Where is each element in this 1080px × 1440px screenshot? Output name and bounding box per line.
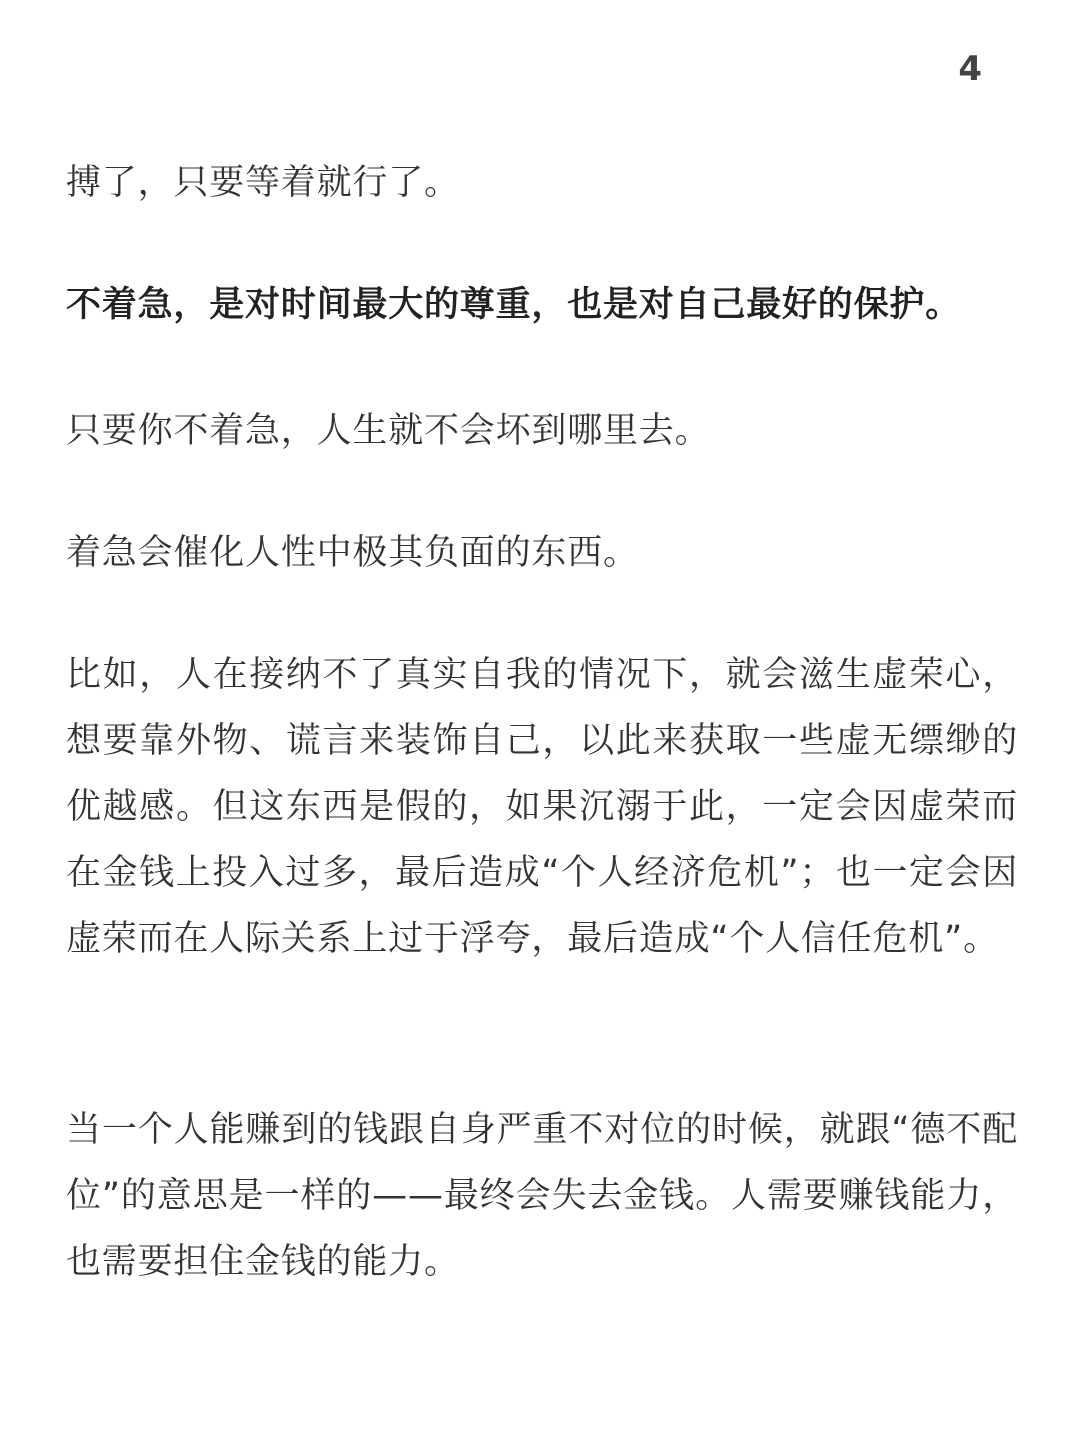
paragraph-4: 着急会催化人性中极其负面的东西。: [66, 533, 639, 573]
paragraph-1: 搏了，只要等着就行了。: [66, 163, 460, 203]
paragraph-bold-key-point: 不着急，是对时间最大的尊重，也是对自己最好的保护。: [66, 285, 962, 325]
page-number: 4: [958, 49, 982, 89]
paragraph-3: 只要你不着急，人生就不会坏到哪里去。: [66, 411, 711, 451]
paragraph-6: 当一个人能赚到的钱跟自身严重不对位的时候，就跟“德不配位”的意思是一样的——最终会失去金钱。人需要赚钱能力，也需要担住金钱的能力。: [66, 1110, 1018, 1282]
paragraph-5: 比如，人在接纳不了真实自我的情况下，就会滋生虚荣心，想要靠外物、谎言来装饰自己，以此来获取一些虚无缥缈的优越感。但这东西是假的，如果沉溺于此，一定会因虚荣而在金钱上投入过多，最后造成“个人经济危机”；也一定会因虚荣而在人际关系上过于浮夸，最后造成“个人信任危机”。: [66, 655, 1018, 959]
